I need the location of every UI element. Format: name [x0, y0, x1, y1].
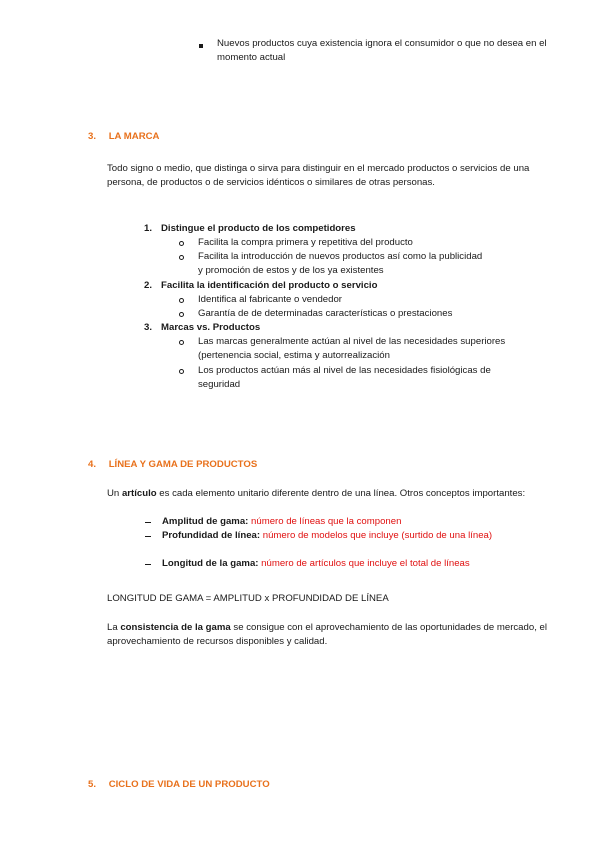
- section-4-title: LÍNEA Y GAMA DE PRODUCTOS: [108, 459, 258, 470]
- item-3-number: 3.: [144, 322, 153, 333]
- dash-bullet-icon: [145, 536, 151, 537]
- item-1-title: Distingue el producto de los competidores: [161, 223, 356, 234]
- dash-bullet-icon: [145, 522, 151, 523]
- gama-formula: LONGITUD DE GAMA = AMPLITUD x PROFUNDIDAD DE LÍNEA: [107, 593, 389, 604]
- consistency-paragraph: [107, 621, 567, 649]
- hollow-bullet-icon: [179, 369, 184, 374]
- item-2-number: 2.: [144, 280, 153, 291]
- section-5-number: 5.: [88, 779, 97, 790]
- section-3-number: 3.: [88, 131, 97, 142]
- concept-term: Profundidad de línea:: [162, 530, 261, 541]
- concept-definition: número de artículos que incluye el total de líneas: [261, 558, 470, 569]
- square-bullet-icon: [199, 44, 203, 48]
- hollow-bullet-icon: [179, 340, 184, 345]
- concept-definition: número de líneas que la componen: [251, 516, 402, 527]
- item-3-title: Marcas vs. Productos: [161, 322, 261, 333]
- top-bullet-text: Nuevos productos cuya existencia ignora el consumidor o que no desea en el momento actual: [217, 38, 547, 63]
- consistency-bold-term: consistencia de la gama: [120, 622, 231, 633]
- hollow-bullet-icon: [179, 312, 184, 317]
- item-3-sub-2: Los productos actúan más al nivel de las necesidades fisiológicas de seguridad: [198, 365, 491, 390]
- intro-pre: Un: [107, 488, 120, 499]
- hollow-bullet-icon: [179, 298, 184, 303]
- item-2-sub-1: Identifica al fabricante o vendedor: [198, 294, 342, 305]
- concept-term: Amplitud de gama:: [162, 516, 249, 527]
- item-1-sub-1: Facilita la compra primera y repetitiva del producto: [198, 237, 413, 248]
- section-4-number: 4.: [88, 459, 97, 470]
- section-4-intro: [107, 487, 527, 501]
- section-5-title: CICLO DE VIDA DE UN PRODUCTO: [108, 779, 270, 790]
- section-3-heading: [88, 130, 160, 144]
- section-5-heading: [88, 778, 270, 792]
- concept-longitud: [162, 557, 562, 571]
- concept-definition: número de modelos que incluye (surtido de una línea): [262, 530, 493, 541]
- section-3-title: LA MARCA: [108, 131, 160, 142]
- item-1-number: 1.: [144, 223, 153, 234]
- intro-bold-term: artículo: [121, 488, 157, 499]
- item-2-sub-2: Garantía de de determinadas características o prestaciones: [198, 308, 453, 319]
- concept-term: Longitud de la gama:: [162, 558, 259, 569]
- intro-post: es cada elemento unitario diferente dentro de una línea. Otros conceptos importantes:: [159, 488, 526, 499]
- section-3-intro: Todo signo o medio, que distinga o sirva para distinguir en el mercado productos o servicios de una persona, de productos o de servicios idénticos o similares de otras personas.: [107, 163, 530, 188]
- item-2-title: Facilita la identificación del producto o servicio: [161, 280, 378, 291]
- hollow-bullet-icon: [179, 255, 184, 260]
- consistency-pre: La: [107, 622, 118, 633]
- section-4-heading: [88, 458, 257, 472]
- concept-amplitud: [162, 515, 562, 529]
- consistency-post: se consigue con el aprovechamiento de las oportunidades de mercado, el aprovechamiento de recursos disponibles y calidad.: [107, 622, 547, 647]
- item-3-sub-1: Las marcas generalmente actúan al nivel de las necesidades superiores (pertenencia social, estima y autorrealización: [198, 336, 506, 361]
- hollow-bullet-icon: [179, 241, 184, 246]
- item-1-sub-2: Facilita la introducción de nuevos productos así como la publicidad y promoción de estos y de los ya existentes: [198, 251, 483, 276]
- concept-profundidad: [162, 529, 562, 543]
- dash-bullet-icon: [145, 564, 151, 565]
